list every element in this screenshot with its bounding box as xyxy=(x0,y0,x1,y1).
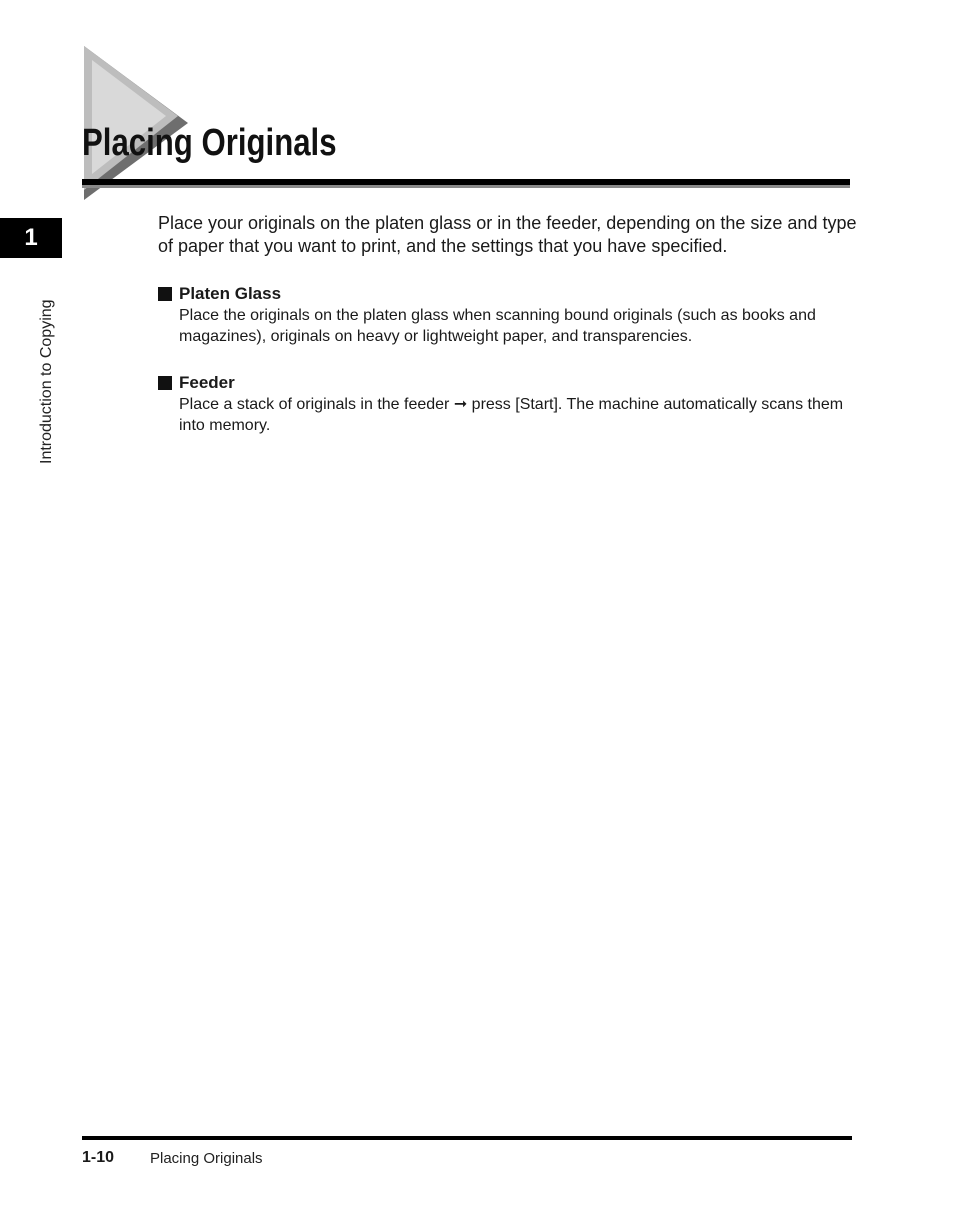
footer-rule xyxy=(82,1136,852,1140)
section-heading-text: Feeder xyxy=(179,373,235,392)
page-number: 1-10 xyxy=(82,1149,115,1166)
chapter-tab xyxy=(0,218,62,258)
title-rule-shadow xyxy=(82,185,850,188)
intro-paragraph: Place your originals on the platen glass or in the feeder, depending on the size and type of paper that you want to print, and the settings that you have specified. xyxy=(158,213,857,256)
section-heading xyxy=(158,372,858,394)
page-title: Placing Originals xyxy=(82,122,337,164)
square-bullet-icon xyxy=(158,376,172,390)
section-body: Place the originals on the platen glass when scanning bound originals (such as books and magazines), originals on heavy or lightweight paper, and transparencies. xyxy=(179,307,816,345)
section-platen-glass xyxy=(158,283,858,347)
section-body: Place a stack of originals in the feeder ➞ press [Start]. The machine automatically scans them into memory. xyxy=(179,396,844,434)
footer-section-title: Placing Originals xyxy=(150,1150,263,1167)
section-feeder xyxy=(158,372,858,436)
section-heading-text: Platen Glass xyxy=(179,284,282,303)
square-bullet-icon xyxy=(158,287,172,301)
chapter-label: Introduction to Copying xyxy=(38,299,55,464)
section-heading xyxy=(158,283,858,305)
chapter-number: 1 xyxy=(24,224,38,251)
